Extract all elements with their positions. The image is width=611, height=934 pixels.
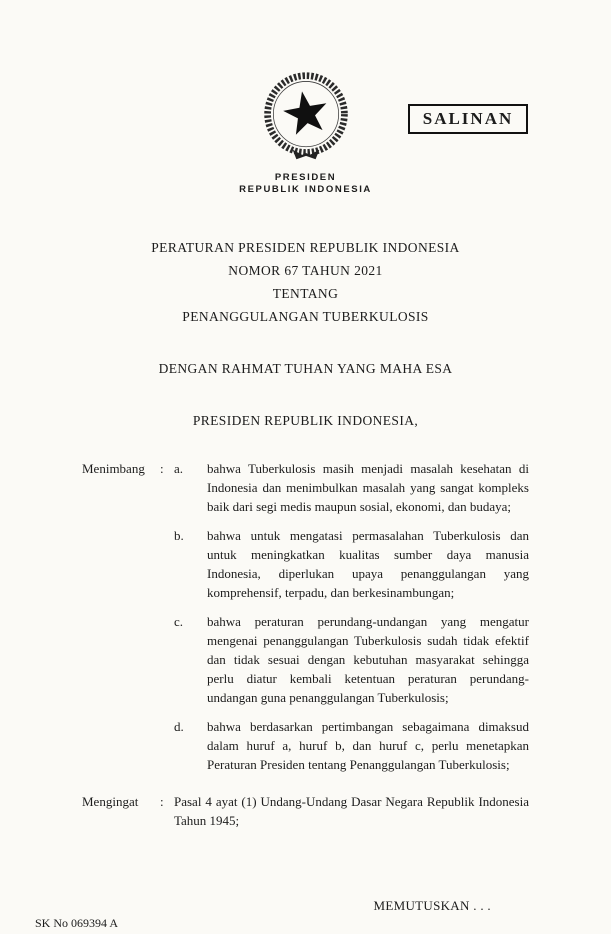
- item-text: bahwa Tuberkulosis masih menjadi masalah kesehatan di Indonesia dan menimbulkan masalah yang sangat kompleks baik dari segi medis maupun sosial, ekonomi, dan budaya;: [207, 461, 529, 514]
- salinan-stamp: SALINAN: [408, 104, 528, 134]
- title-block: [0, 240, 611, 429]
- body-block: [0, 459, 611, 830]
- mengingat-label: Mengingat: [82, 794, 139, 809]
- list-item: [174, 526, 529, 602]
- title-subject: PENANGGULANGAN TUBERKULOSIS: [182, 309, 429, 324]
- title-regulation: PERATURAN PRESIDEN REPUBLIK INDONESIA: [151, 240, 460, 255]
- item-text: bahwa untuk mengatasi permasalahan Tuberkulosis dan untuk meningkatkan kualitas sumber daya manusia Indonesia, diperlukan upaya penanggulangan yang komprehensif, terpadu, dan berkesinambungan;: [207, 528, 529, 600]
- menimbang-clause: [82, 459, 529, 784]
- title-number: NOMOR 67 TAHUN 2021: [228, 263, 383, 278]
- list-item: [174, 459, 529, 516]
- item-letter: c.: [174, 614, 184, 629]
- item-letter: b.: [174, 528, 184, 543]
- list-item: [174, 612, 529, 707]
- menimbang-colon: :: [160, 461, 164, 476]
- seal-container: [0, 0, 611, 169]
- memutuskan-line: MEMUTUSKAN . . .: [373, 898, 491, 913]
- title-authority: PRESIDEN REPUBLIK INDONESIA,: [192, 413, 419, 428]
- item-letter: a.: [174, 461, 184, 476]
- letterhead: [0, 172, 611, 196]
- letterhead-line1: PRESIDEN: [274, 172, 337, 183]
- title-grace: DENGAN RAHMAT TUHAN YANG MAHA ESA: [158, 361, 453, 376]
- list-item: [174, 717, 529, 774]
- letterhead-line2: REPUBLIK INDONESIA: [239, 184, 372, 195]
- presidential-seal-icon: [258, 68, 354, 164]
- item-letter: d.: [174, 719, 184, 734]
- mengingat-clause: [82, 792, 529, 830]
- menimbang-label: Menimbang: [82, 461, 145, 476]
- mengingat-text: Pasal 4 ayat (1) Undang-Undang Dasar Negara Republik Indonesia Tahun 1945;: [174, 794, 529, 828]
- mengingat-colon: :: [160, 794, 164, 809]
- item-text: bahwa peraturan perundang-undangan yang mengatur mengenai penanggulangan Tuberkulosis sudah tidak efektif dan tidak sesuai dengan kebutuhan masyarakat sehingga perlu diatur kembali ketentuan peraturan perundang-undangan guna penanggulangan Tuberkulosis;: [207, 614, 529, 705]
- menimbang-items: [174, 459, 529, 784]
- item-text: bahwa berdasarkan pertimbangan sebagaimana dimaksud dalam huruf a, huruf b, dan huruf c, perlu menetapkan Peraturan Presiden tentang Penanggulangan Tuberkulosis;: [207, 719, 529, 772]
- sk-number: SK No 069394 A: [35, 916, 119, 930]
- title-about-label: TENTANG: [272, 286, 339, 301]
